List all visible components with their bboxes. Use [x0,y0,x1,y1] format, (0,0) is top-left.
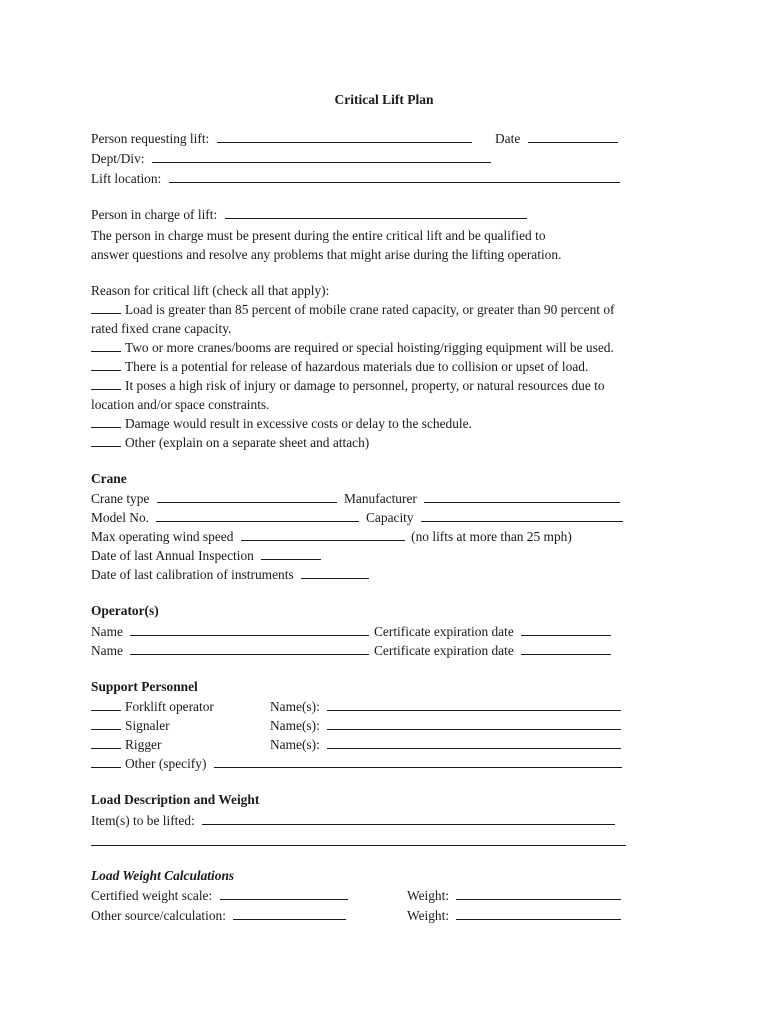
items-label: Item(s) to be lifted: [91,813,195,828]
dept-label: Dept/Div: [91,151,145,166]
inspection-label: Date of last Annual Inspection [91,548,254,563]
rigger-names-label: Name(s): [270,737,320,752]
reason-1-text: Load is greater than 85 percent of mobile crane rated capacity, or greater than 90 percent of [125,302,615,317]
other-weight-row [407,907,621,925]
reason-2-text: Two or more cranes/booms are required or special hoisting/rigging equipment will be used. [125,340,614,355]
signaler-names-row [270,717,621,735]
model-field[interactable] [156,509,359,522]
operators-heading: Operator(s) [91,603,159,618]
operator-2-name-label: Name [91,643,123,658]
operator-1-cert-field[interactable] [521,623,611,636]
other-personnel-row [91,755,622,773]
date-row [495,130,618,148]
person-in-charge-field[interactable] [225,206,527,219]
reason-2-checkbox[interactable] [91,339,121,352]
scale-label: Certified weight scale: [91,888,213,903]
scale-field[interactable] [220,887,348,900]
calibration-label: Date of last calibration of instruments [91,567,294,582]
other-weight-field[interactable] [456,907,621,920]
forklift-names-label: Name(s): [270,699,320,714]
inspection-field[interactable] [261,547,321,560]
forklift-row [91,698,214,716]
operator-2-cert-label: Certificate expiration date [374,643,514,658]
scale-weight-label: Weight: [407,888,450,903]
crane-heading: Crane [91,471,127,486]
model-row [91,509,359,527]
calc-heading: Load Weight Calculations [91,868,235,883]
other-weight-label: Weight: [407,908,450,923]
forklift-names-field[interactable] [327,698,621,711]
rigger-row [91,736,161,754]
rigger-label: Rigger [125,737,162,752]
other-personnel-checkbox[interactable] [91,755,121,768]
scale-row [91,887,348,905]
signaler-checkbox[interactable] [91,717,121,730]
person-requesting-row [91,130,472,148]
operator-1-cert-row [374,623,611,641]
manufacturer-field[interactable] [424,490,620,503]
operator-1-name-field[interactable] [130,623,369,636]
operator-1-name-label: Name [91,624,123,639]
reason-3-checkbox[interactable] [91,358,121,371]
dept-field[interactable] [152,150,491,163]
wind-speed-field[interactable] [241,528,405,541]
reason-4-text: It poses a high risk of injury or damage to personnel, property, or natural resources due to [125,378,605,393]
items-field[interactable] [202,812,615,825]
operator-2-cert-field[interactable] [521,642,611,655]
manufacturer-label: Manufacturer [344,491,417,506]
reason-1-checkbox[interactable] [91,301,121,314]
operator-1-cert-label: Certificate expiration date [374,624,514,639]
wind-speed-row [91,528,572,546]
load-heading: Load Description and Weight [91,792,260,807]
reason-5-row [91,415,472,433]
signaler-row [91,717,170,735]
signaler-label: Signaler [125,718,170,733]
reason-3-row [91,358,588,376]
items-row [91,812,615,830]
forklift-names-row [270,698,621,716]
note-line-2: answer questions and resolve any problems that might arise during the lifting operation. [91,247,562,262]
other-personnel-label: Other (specify) [125,756,207,771]
wind-speed-note: (no lifts at more than 25 mph) [411,529,572,544]
scale-weight-field[interactable] [456,887,621,900]
reason-4-continued: location and/or space constraints. [91,397,270,412]
date-label: Date [495,131,521,146]
page-title: Critical Lift Plan [334,92,434,107]
forklift-label: Forklift operator [125,699,214,714]
rigger-names-field[interactable] [327,736,621,749]
person-requesting-label: Person requesting lift: [91,131,210,146]
reason-6-row [91,434,369,452]
operator-2-row [91,642,369,660]
model-label: Model No. [91,510,150,525]
reason-1-continued: rated fixed crane capacity. [91,321,232,336]
reason-6-checkbox[interactable] [91,434,121,447]
location-row [91,170,620,188]
signaler-names-field[interactable] [327,717,621,730]
person-requesting-field[interactable] [217,130,472,143]
person-in-charge-row [91,206,527,224]
capacity-row [366,509,623,527]
date-field[interactable] [528,130,618,143]
wind-speed-label: Max operating wind speed [91,529,234,544]
scale-weight-row [407,887,621,905]
other-source-label: Other source/calculation: [91,908,226,923]
manufacturer-row [344,490,620,508]
other-source-field[interactable] [233,907,346,920]
note-line-1: The person in charge must be present during the entire critical lift and be qualified to [91,228,546,243]
reason-3-text: There is a potential for release of hazardous materials due to collision or upset of load. [125,359,589,374]
reason-4-checkbox[interactable] [91,377,121,390]
operator-1-row [91,623,369,641]
crane-type-row [91,490,337,508]
reason-5-checkbox[interactable] [91,415,121,428]
other-source-row [91,907,346,925]
calibration-row [91,566,369,584]
items-field-continued[interactable] [91,845,626,846]
reason-6-text: Other (explain on a separate sheet and attach) [125,435,370,450]
rigger-names-row [270,736,621,754]
support-heading: Support Personnel [91,679,198,694]
reason-1-row [91,301,615,319]
calibration-field[interactable] [301,566,369,579]
person-in-charge-label: Person in charge of lift: [91,207,218,222]
reason-4-row [91,377,605,395]
forklift-checkbox[interactable] [91,698,121,711]
signaler-names-label: Name(s): [270,718,320,733]
location-field[interactable] [169,170,620,183]
location-label: Lift location: [91,171,162,186]
reason-intro: Reason for critical lift (check all that apply): [91,283,330,298]
operator-2-cert-row [374,642,611,660]
inspection-row [91,547,321,565]
reason-5-text: Damage would result in excessive costs or delay to the schedule. [125,416,472,431]
crane-type-field[interactable] [157,490,337,503]
capacity-label: Capacity [366,510,414,525]
dept-row [91,150,491,168]
other-personnel-field[interactable] [214,755,622,768]
crane-type-label: Crane type [91,491,150,506]
operator-2-name-field[interactable] [130,642,369,655]
rigger-checkbox[interactable] [91,736,121,749]
reason-2-row [91,339,614,357]
capacity-field[interactable] [421,509,623,522]
